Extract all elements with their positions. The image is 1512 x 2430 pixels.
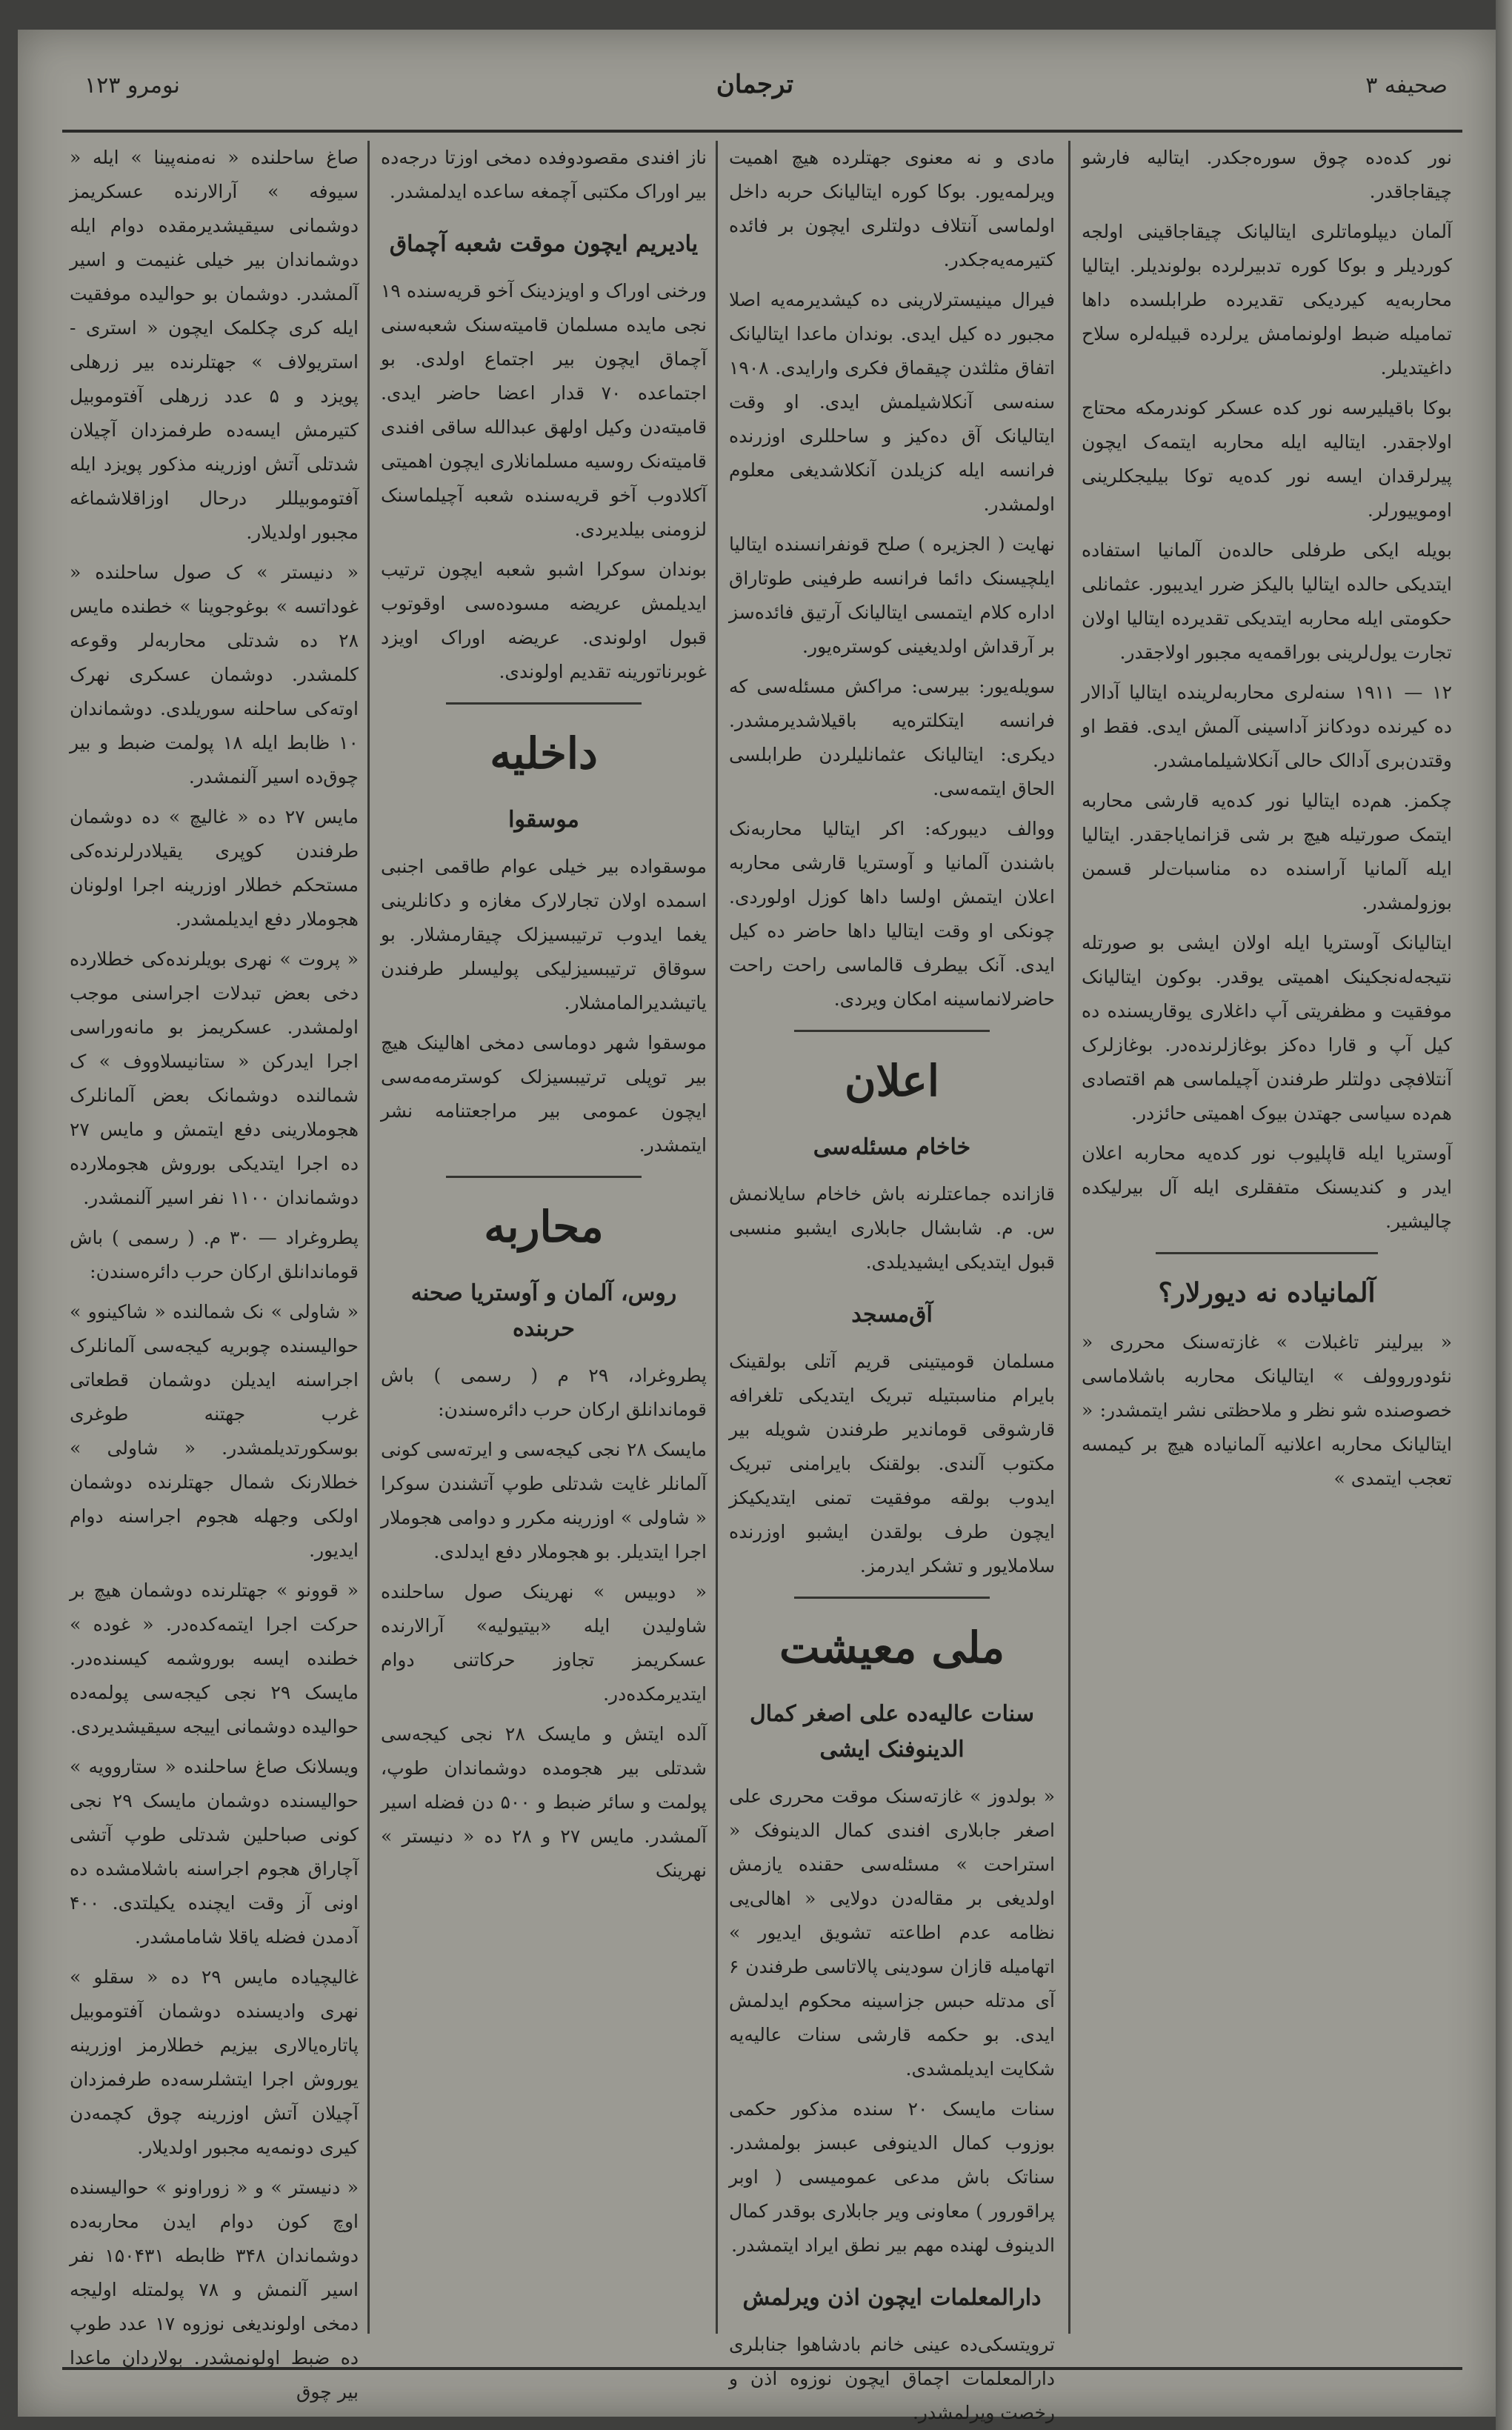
page-header — [47, 59, 1462, 126]
article-paragraph: ایتالیانک آوستریا ایله اولان ایشی بو صورتله نتیجه‌له‌نجکینک اهمیتی یوقدر. بوکون ایتالیانک موفقیت و مظفریتی آپ داغلاری یوقاریسنده ده کیل آپ و قارا ده‌کز بوغازلرنده‌در. بوغازلرک آنتلافچی دولتلر طرفندن آچیلماسی هم اقتصادی هم‌ده سیاسی جهتدن بیوک اهمیتی حائزدر. — [1082, 932, 1452, 1124]
section-headline: ملی معیشت — [779, 1622, 1005, 1673]
article-paragraph: نور کده‌ده چوق سوره‌جکدر. ایتالیه فارشو چیقاجاقدر. — [1082, 147, 1452, 202]
column-2 — [729, 141, 1055, 2423]
subsection-headline: دارالمعلمات ایچون اذن ویرلمش — [742, 2285, 1042, 2311]
article-paragraph: آوستریا ایله قاپلیوب نور کده‌یه محاربه اعلان ایدر و کندیسنک متفقلری ایله آل بیرلیکده چالیشیر. — [1082, 1142, 1452, 1232]
subsection-headline: سنات عالیه‌ده علی اصغر کمال الدینوفنک ایشی — [750, 1701, 1034, 1762]
column-rule-1 — [1068, 141, 1070, 2334]
article-paragraph: چکمز. هم‌ده ایتالیا نور کده‌یه قارشی محاربه ایتمک صورتیله هیچ بر شی قزانمایاجقدر. ایتالیا ایله آلمانیا آراسنده ده مناسبات‌لر قسمن بوزولمشدر. — [1082, 790, 1452, 913]
section-divider — [794, 1030, 990, 1032]
article-paragraph: ووالف دیبورکه: اکر ایتالیا محاربه‌نک باشندن آلمانیا و آوستریا قارشی محاربه اعلان ایتمش اولسا داها کوزل اولوردی. چونکی او وقت ایتالیا داها حاضر ده کیل ایدی. آنک بیطرف قالماسی راحت راحت حاضرلانماسینه امکان ویردی. — [729, 818, 1055, 1010]
article-paragraph: ترویتسکی‌ده عینی خانم بادشاهوا جنابلری دارالمعلمات آچماق ایچون نوزوه اذن و رخصت ویرلمشدر. — [729, 2334, 1055, 2423]
section-divider — [446, 702, 642, 705]
article-paragraph: نهایت ( الجزیره ) صلح قونفرانسنده ایتالیا ایلچیسنک دائما فرانسه طرفینی طوتاراق اداره کلام ایتمسی ایتالیانک آرتیق فائده‌سز بر آرقداش اولدیغینی کوستره‌یور. — [729, 533, 1055, 657]
article-paragraph: پطروغراد — ۳۰ م. ( رسمی ) باش قوماندانلق ارکان حرب دائره‌سندن: — [70, 1227, 359, 1282]
article-paragraph: پطروغراد، ۲۹ م ( رسمی ) باش قوماندانلق ارکان حرب دائره‌سندن: — [381, 1365, 707, 1420]
article-paragraph: غالیچیاده مایس ۲۹ ده « سقلو » نهری وادیسنده دوشمان آفتوموبیل پاتاره‌یالاری بیزیم خطلارمز اوزرینه یوروش اجرا ایتشلرسه‌ده طرفمزدان آچیلان آتش اوزرینه چوق کچمه‌دن کیری دونمه‌یه مجبور اولدیلار. — [70, 1966, 359, 2158]
section-divider — [1156, 1252, 1378, 1254]
subsection-headline: روس، آلمان و آوستریا صحنه حربنده — [410, 1280, 677, 1342]
section-headline: محاربه — [484, 1202, 604, 1252]
article-paragraph: « قوونو » جهتلرنده دوشمان هیچ بر حرکت اجرا ایتمه‌کده‌در. « غوده » خطنده ایسه بوروشمه کیسنده‌در. مایسک ۲۹ نجی کیجه‌سی پولمه‌ده حوالیده دوشمانی اییجه سیقیشدیردی. — [70, 1580, 359, 1737]
article-paragraph: « دنیستر » و « زوراونو » حوالیسنده اوچ کون دوام ایدن محاربه‌ده دوشماندان ۳۴۸ ظابطه ۱۵۰۴۳۱ نفر اسیر آلنمش و ۷۸ پولمتله اولیجه دمخی اولوندیغی نوزوه ۱۷ عدد طوپ ده ضبط اولونمشدر. بولاردان ماعدا بیر چوق — [70, 2177, 359, 2403]
subsection-headline: موسقوا — [508, 807, 579, 833]
page-number: صحیفه ۳ — [1365, 73, 1448, 99]
article-paragraph: « بیرلینر تاغبلات » غازته‌سنک محرری « نئودوروولف » ایتالیانک محاربه باشلاماسی خصوصنده شو نظر و ملاحظتی نشر ایتمشدر: « ایتالیانک محاربه اعلانیه آلمانیاده هیچ بر کیمسه تعجب ایتمدی » — [1082, 1331, 1452, 1489]
section-divider — [446, 1176, 642, 1178]
column-rule-3 — [367, 141, 370, 2334]
header-rule — [62, 130, 1462, 133]
article-paragraph: « دنیستر » ک صول ساحلنده « غوداتسه » بوغوجوینا » خطنده مایس ۲۸ ده شدتلی محاربه‌لر وقوعه کلمشدر. دوشمان عسکری نهرک اوته‌کی ساحلنه سوریلدی. دوشماندان ۱۰ ظابط ایله ۱۸ پولمت ضبط و بیر چوق‌ده اسیر آلنمشدر. — [70, 562, 359, 788]
article-paragraph: « شاولی » نک شمالنده « شاکینوو » حوالیسنده چوبریه کیجه‌سی آلمانلرک اجراسنه ایدیلن دوشمان قطعاتی غرب جهتنه طوغری بوسکورتدیلمشدر. « شاولی » خطلارنک شمال جهتلرنده دوشمان اولکی وجهله هجوم اجراسنه دوام ایدیور. — [70, 1301, 359, 1561]
article-paragraph: بویله ایکی طرفلی حالده‌ن آلمانیا استفاده ایتدیکی حالده ایتالیا بالیکز ضرر ایدیبور. عثمانلی حکومتی ایله محاربه ایتدیکی تقدیرده ایتالیا اولان تجارت یول‌لرینی بوراقمه‌یه مجبور اولاجقدر. — [1082, 539, 1452, 663]
article-paragraph: سویله‌یور: بیرسی: مراکش مسئله‌سی که فرانسه ایتکلتره‌یه باقیلاشدیرمشدر. دیکری: ایتالیانک عثمانلیلردن طرابلسی الحاق ایتمه‌سی. — [729, 676, 1055, 799]
article-paragraph: « بولدوز » غازته‌سنک موقت محرری علی اصغر جابلاری افندی کمال الدینوفک « استراحت » مسئله‌سی حقنده یازمش اولدیغی بر مقاله‌دن دولایی « اهالی‌یی نظامه عدم اطاعته تشویق ایدیور » اتهامیله قازان سودینی پالاتاسی طرفندن ۶ آی مدتله حبس جزاسینه محکوم ایدلمش ایدی. بو حکمه قارشی سنات عالیه‌یه شکایت ایدیلمشدی. — [729, 1785, 1055, 2080]
column-3 — [381, 141, 707, 2363]
column-rule-2 — [716, 141, 718, 2334]
article-paragraph: موسقوا شهر دوماسی دمخی اهالینک هیچ بیر توپلی ترتیبسیزلک کوسترمه‌مه‌سی ایچون عمومی بیر مراجعتنامه نشر ایتمشدر. — [381, 1032, 707, 1156]
article-paragraph: « دوبیس » نهرینک صول ساحلنده شاولیدن ایله «بیتیولیه» آرالارنده عسکریمز تجاوز حرکاتنی دوام ایتدیرمکده‌در. — [381, 1581, 707, 1705]
article-paragraph: مایسک ۲۸ نجی کیجه‌سی و ایرته‌سی کونی آلمانلر غایت شدتلی طوپ آتشندن سوکرا « شاولی » اوزرینه مکرر و دوامی هجوملار اجرا ایتدیلر. بو هجوملار دفع ایدلدی. — [381, 1439, 707, 1562]
article-paragraph: آلده ایتش و مایسک ۲۸ نجی کیجه‌سی شدتلی بیر هجومده دوشماندان طوپ، پولمت و سائر ضبط و ۵۰۰ دن فضله اسیر آلمشدر. مایس ۲۷ و ۲۸ ده « دنیستر » نهرینک — [381, 1723, 707, 1881]
article-paragraph: موسقواده بیر خیلی عوام طاقمی اجنبی اسمده اولان تجارلارک مغازه و دکانلرینی یغما ایدوب ترتیبسیزلک چیقارمشلار. بو سوقاق ترتیبسیزلیکی پولیسلر طرفندن یاتیشدیرالمامشلار. — [381, 856, 707, 1013]
article-paragraph: صاغ ساحلنده « نه‌منه‌پینا » ایله « سیوفه » آرالارنده عسکریمز دوشمانی سیقیشدیرمقده دوام ایله دوشماندان بیر خیلی غنیمت و اسیر آلمشدر. دوشمان بو حوالیده موفقیت ایله کری چکلمک ایچون « استری - استریولاف » جهتلرنده بیر زرهلی پویزد و ۵ عدد زرهلی آفتوموبیل کتیرمش ایسه‌ده طرفمزدان آچیلان شدتلی آتش اوزرینه مذکور پویزد ایله آفتوموبیللر درحال اوزاقلاشماغه مجبور اولدیلار. — [70, 147, 359, 543]
column-4 — [70, 141, 359, 2403]
article-paragraph: آلمان دیپلوماتلری ایتالیانک چیقاجاقینی اولجه کوردیلر و بوکا کوره تدبیرلرده بولوندیلر. ایتالیا محاربه‌یه کیردیکی تقدیرده طرابلسده داها تمامیله ضبط اولونمامش یرلرده قبیله‌لره سلاح داغیتدیلر. — [1082, 221, 1452, 379]
subsection-headline: آق‌مسجد — [851, 1302, 933, 1328]
article-paragraph: قازانده جماعتلرنه باش خاخام سایلانمش س. م. شابشال جابلاری ایشبو منسبی قبول ایتدیکی ایشیدیلدی. — [729, 1183, 1055, 1273]
article-paragraph: مایس ۲۷ ده « غالیچ » ده دوشمان طرفندن کوپری یقیلادرلرنده‌کی مستحکم خطلار اوزرینه اجرا اولونان هجوملار دفع ایدیلمشدر. — [70, 806, 359, 930]
newspaper-page — [18, 30, 1496, 2423]
section-divider — [794, 1597, 990, 1599]
article-paragraph: بوکا باقیلیرسه نور کده عسکر کوندرمکه محتاج اولاجقدر. ایتالیه ایله محاربه ایتمه‌ک ایچون پیرلرقدان ایسه نور کده‌یه توکا بیلیجکلرینی اوموییورلر. — [1082, 397, 1452, 521]
issue-number: نومرو ۱۲۳ — [84, 73, 180, 99]
page-edge — [1496, 0, 1512, 2430]
section-headline: اعلان — [845, 1056, 939, 1106]
article-paragraph: ۱۲ — ۱۹۱۱ سنه‌لری محاربه‌لرینده ایتالیا آدالار ده کیرنده دودکانز آداسینی آلمش ایدی. فقط او وقتدن‌بری آدالک حالی آنکلاشیلمامشدر. — [1082, 682, 1452, 771]
article-paragraph: ناز افندی مقصودوفده دمخی اوزتا درجه‌ده بیر اوراک مکتبی آچمغه ساعده ایدلمشدر. — [381, 147, 707, 202]
article-paragraph: مادی و نه معنوی جهتلرده هیچ اهمیت ویرلمه‌یور. بوکا کوره ایتالیانک حربه داخل اولماسی آنتلاف دولتلری ایچون بر فائده کتیرمه‌یه‌جکدر. — [729, 147, 1055, 270]
article-paragraph: « پروت » نهری بویلرنده‌کی خطلارده دخی بعض تبدلات اجراسنی موجب اولمشدر. عسکریمز بو مانه‌وراسی اجرا ایدرکن « ستانیسلاووف » ک شمالنده دوشمانک بعض آلمانلرک هجوملارینی دفع ایتمش و مایس ۲۷ ده اجرا ایتدیکی بوروش هجوملارده دوشماندان ۱۱۰۰ نفر اسیر آلنمشدر. — [70, 948, 359, 1208]
article-paragraph: ویسلانک صاغ ساحلنده « ستاروویه » حوالیسنده دوشمان مایسک ۲۹ نجی کونی صباحلین شدتلی طوپ آتشی آچاراق هجوم اجراسنه باشلامشده ده اونی آز وقت ایچنده یکیلتدی. ۴۰۰ آدمدن فضله یاقلا شامامشدر. — [70, 1756, 359, 1948]
section-headline: داخلیه — [490, 728, 598, 779]
section-headline: آلمانیاده نه دیورلار؟ — [1158, 1277, 1376, 1308]
article-paragraph: بوندان سوکرا اشبو شعبه ایچون ترتیب ایدیلمش عریضه مسوده‌سی اوقوتوب قبول اولوندی. عریضه اوراک اویزد غوبرناتورینه تقدیم اولوندی. — [381, 559, 707, 682]
footer-rule — [62, 2367, 1462, 2370]
column-1 — [1082, 141, 1452, 2363]
article-paragraph: فیرال مینیسترلارینی ده کیشدیرمه‌یه اصلا مجبور ده کیل ایدی. بوندان ماعدا ایتالیانک اتفاق مثلثدن چیقماق فکری وارایدی. ۱۹۰۸ سنه‌سی آنکلاشیلمش ایدی. او وقت ایتالیانک آق ده‌کیز و ساحللری اوزرنده فرانسه ایله کزیلدن آنکلاشدیغی معلوم اولمشدر. — [729, 289, 1055, 515]
subsection-headline: خاخام مسئله‌سی — [813, 1134, 971, 1160]
subsection-headline: یادیریم ایچون موقت شعبه آچماق — [389, 231, 699, 257]
article-paragraph: سنات مایسک ۲۰ سنده مذکور حکمی بوزوب کمال الدینوفی عبسز بولمشدر. سناتک باش مدعی عمومیسی ( اوبر پراقورور ) معاونی ویر جابلاری بوقدر کمال الدینوف لهنده مهم بیر نطق ایراد ایتمشدر. — [729, 2098, 1055, 2256]
masthead-title: ترجمان — [716, 70, 794, 99]
article-paragraph: ورخنی اوراک و اویزدینک آخو قریه‌سنده ۱۹ نجی مایده مسلمان قامیته‌سنک شعبه‌سنی آچماق ایچون بیر اجتماع اولدی. بو اجتماعده ۷۰ قدار اعضا حاضر ایدی. قامیته‌دن وکیل اولهق عبدالله ساقی افندی قامیته‌نک روسیه مسلمانلاری ایچون اهمیتی آکلادوب آخو قریه‌سنده شعبه آچیلماسنک لزومنی بیلدیردی. — [381, 280, 707, 540]
article-paragraph: مسلمان قومیتینی قریم آتلی بولقینک بایرام مناسبتیله تبریک ایتدیکی تلغرافه قارشوقی قوماندیر طرفندن شویله بیر مکتوب آلندی. بولقنک بایرامنی تبریک ایدوب بولقه موفقیت تمنی ایتدیکیکز ایچون طرف بولقدن ایشبو اوزرنده سلاملایور و تشکر ایدرمز. — [729, 1351, 1055, 1577]
